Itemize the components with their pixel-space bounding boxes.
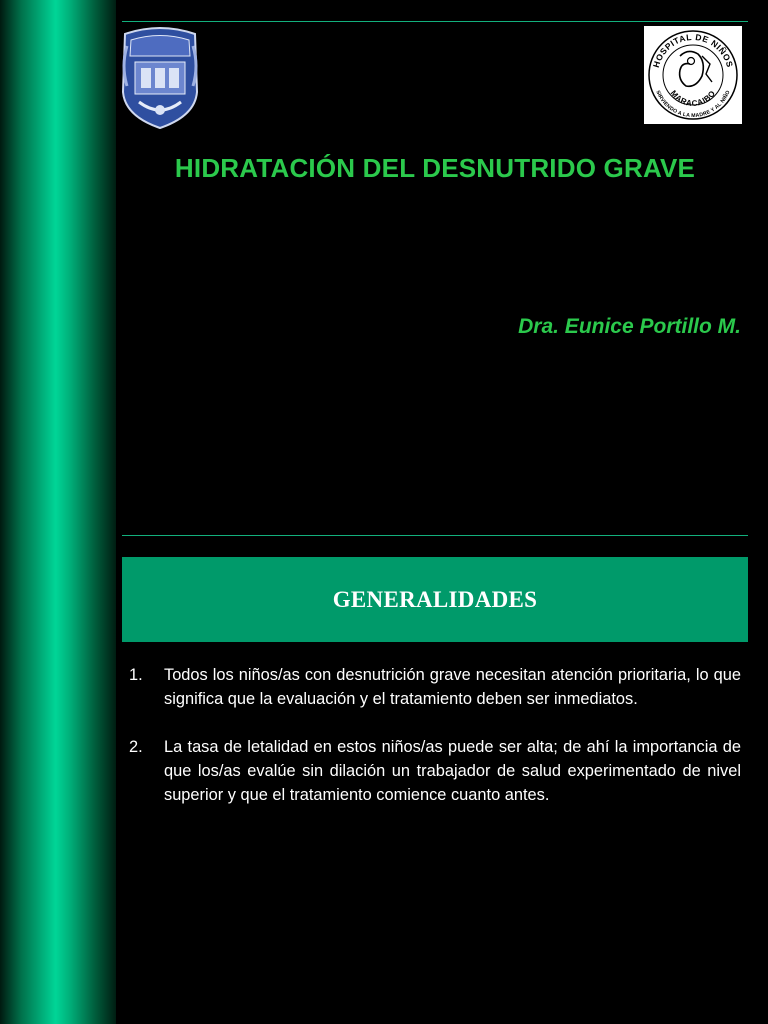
top-divider [122,21,748,22]
hospital-seal-icon [644,26,742,124]
list-item-number: 1. [129,666,143,684]
hospital-seal-graphic [644,26,742,124]
generalidades-list [129,663,741,831]
middle-divider [122,535,748,536]
section-title: GENERALIDADES [332,586,538,612]
seal-top-text: HOSPITAL DE NIÑOS [650,31,736,69]
seal-city-text: MARACAIBO [668,88,718,109]
side-gradient-bar [0,0,116,1024]
university-shield-crest-icon [119,26,201,130]
list-item-text: La tasa de letalidad en estos niños/as puede ser alta; de ahí la importancia de que los/as evalúe sin dilación un trabajador de salud experimentado de nivel superior y que el tratamiento comience cuanto antes. [164,738,741,804]
list-item-number: 2. [129,738,143,756]
section-header [122,557,748,642]
svg-text:MARACAIBO [669,89,718,108]
list-item-text: Todos los niños/as con desnutrición grave necesitan atención prioritaria, lo que significa que la evaluación y el tratamiento deben ser inmediatos. [164,666,741,708]
list-item [129,735,741,807]
seal-bottom-text: SIRVIENDO A LA MADRE Y AL NIÑO [654,89,732,120]
slide-author: Dra. Eunice Portillo M. [518,315,741,338]
list-item [129,663,741,711]
slide-title: HIDRATACIÓN DEL DESNUTRIDO GRAVE [174,153,696,183]
